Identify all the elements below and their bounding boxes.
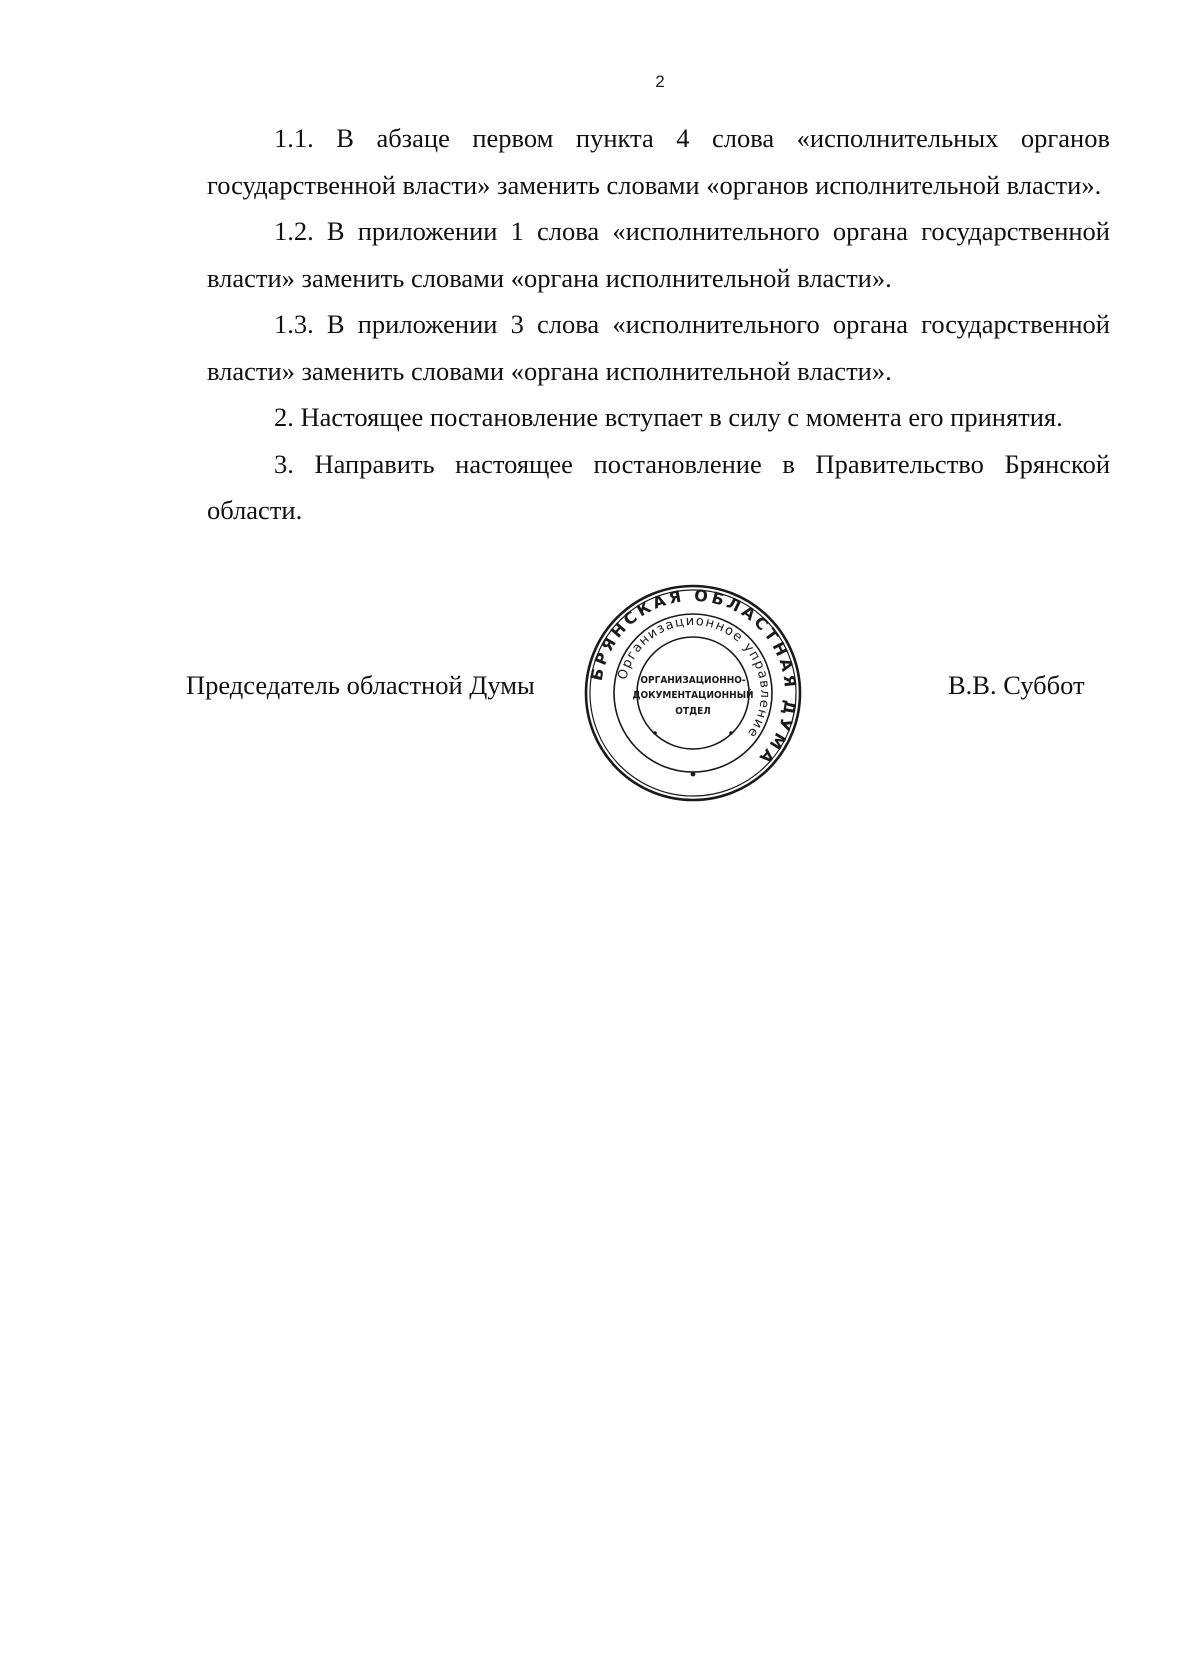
seal-center-line-1: ОРГАНИЗАЦИОННО- bbox=[640, 675, 746, 686]
signatory-name: В.В. Суббот bbox=[948, 670, 1085, 700]
seal-bottom-dot bbox=[691, 772, 696, 777]
document-body bbox=[207, 115, 1110, 534]
paragraph-2: 2. Настоящее постановление вступает в силу с момента его принятия. bbox=[274, 402, 1063, 432]
seal-inner-dot-right bbox=[729, 731, 733, 735]
signatory-position: Председатель областной Думы bbox=[186, 670, 535, 700]
paragraph-1-2: 1.2. В приложении 1 слова «исполнительного органа государственной власти» заменить словами «органа исполнительной власти». bbox=[207, 216, 1110, 293]
seal-inner-ring-text: Организационное управление bbox=[615, 613, 773, 741]
page-number: 2 bbox=[655, 72, 665, 91]
paragraph-1-3: 1.3. В приложении 3 слова «исполнительного органа государственной власти» заменить словами «органа исполнительной власти». bbox=[207, 309, 1110, 386]
paragraph-1-1: 1.1. В абзаце первом пункта 4 слова «исполнительных органов государственной власти» заменить словами «органов исполнительной власти». bbox=[207, 123, 1110, 200]
seal-center-line-3: ОТДЕЛ bbox=[675, 706, 711, 717]
official-seal bbox=[583, 583, 803, 803]
seal-outer-text: БРЯНСКАЯ ОБЛАСТНАЯ ДУМА bbox=[586, 585, 801, 770]
seal-inner-dot-left bbox=[653, 731, 657, 735]
paragraph-3: 3. Направить настоящее постановление в Правительство Брянской области. bbox=[207, 448, 1110, 525]
seal-center-line-2: ДОКУМЕНТАЦИОННЫЙ bbox=[632, 690, 754, 701]
